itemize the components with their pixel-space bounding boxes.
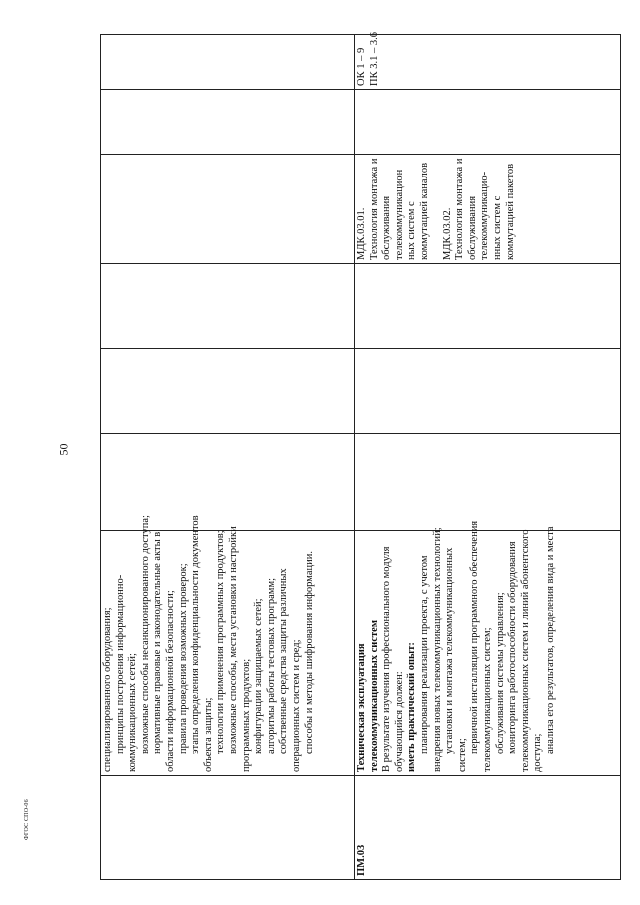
module-code-cell — [101, 776, 355, 880]
empty-cell — [101, 155, 355, 264]
content-line: телекоммуникационных систем; — [481, 627, 493, 772]
mdk2-name: Технология монтажа и обслуживания телекоммуникацио-нных систем с коммутацией пакетов — [454, 158, 516, 260]
content-line: конфигурации защищаемых сетей; — [253, 598, 265, 754]
module-title: Техническая эксплуатация телекоммуникационных систем — [356, 620, 380, 772]
intro-line: В результате изучения профессионального модуля — [381, 546, 393, 772]
content-line: правила проведения возможных проверок; — [177, 563, 189, 754]
footer-code: ФГОС СПО-06 — [24, 799, 30, 840]
content-line: возможные способы, места установки и настройки — [227, 526, 239, 754]
content-line: принципы построения информационно- — [114, 574, 126, 754]
practice-label: иметь практический опыт: — [406, 642, 418, 772]
content-line: способы и методы шифрования информации. — [303, 551, 315, 754]
content-line: систем; — [456, 738, 468, 772]
empty-cell — [101, 90, 355, 155]
competency-cell — [355, 32, 621, 90]
empty-cell — [101, 349, 355, 434]
content-line: анализа его результатов, определения вида и места — [544, 526, 556, 754]
intro-line: обучающийся должен: — [393, 671, 405, 772]
content-line: технологии применения программных продуктов; — [215, 530, 227, 754]
content-cell — [101, 515, 355, 776]
module-code-cell: ПМ.03 — [355, 776, 621, 880]
page-number: 50 — [56, 443, 71, 456]
empty-cell — [355, 90, 621, 155]
content-line: собственные средства защиты различных — [278, 568, 290, 754]
landscape-table-wrapper — [100, 32, 620, 880]
content-line: первичной инсталляции программного обеспечения — [469, 520, 481, 754]
content-line: операционных систем и сред; — [290, 639, 302, 772]
content-line: установки и монтажа телекоммуникационных — [444, 547, 456, 754]
practice-list — [418, 520, 558, 772]
content-line: алгоритмы работы тестовых программ; — [265, 577, 277, 754]
content-line: программных продуктов; — [240, 658, 252, 772]
content-line: мониторинга работоспособности оборудования — [507, 541, 519, 754]
content-line: этапы определения конфиденциальности документов — [190, 515, 202, 754]
empty-cell — [355, 434, 621, 531]
mdk-cell — [355, 155, 621, 264]
content-line: области информационной безопасности; — [164, 590, 176, 772]
content-line: доступа; — [532, 733, 544, 772]
empty-cell — [355, 349, 621, 434]
empty-cell — [101, 35, 355, 90]
content-line: коммуникационных сетей; — [127, 653, 139, 772]
content-line: нормативные правовые и законодательные акты в — [152, 531, 164, 754]
content-line: телекоммуникационных систем и линий абонентского — [519, 529, 531, 772]
empty-cell — [101, 434, 355, 531]
pk-codes: ПК 3.1 – 3.6 — [368, 32, 380, 86]
rotated-page-body — [100, 32, 620, 880]
mdk1-code: МДК.03.01. — [356, 207, 367, 260]
content-line: специализированного оборудования; — [102, 607, 113, 772]
empty-cell — [355, 264, 621, 349]
content-line: внедрения новых телекоммуникационных технологий; — [431, 527, 443, 772]
table-row — [101, 35, 355, 880]
mdk2-code: МДК.03.02. — [441, 207, 453, 260]
content-cell — [355, 520, 621, 776]
content-line: обслуживания системы управления; — [494, 592, 506, 754]
empty-cell — [101, 264, 355, 349]
curriculum-table — [100, 34, 621, 880]
content-line: планирования реализации проекта, с учетом — [418, 555, 430, 754]
ok-codes: ОК 1 – 9 — [356, 47, 367, 86]
content-line: объекта защиты; — [202, 697, 214, 772]
table-row — [355, 35, 621, 880]
content-line: возможные способы несанкционированного доступа; — [139, 515, 151, 754]
mdk1-name: Технология монтажа и обслуживания телекоммуникацион ных систем с коммутацией каналов — [368, 158, 430, 260]
